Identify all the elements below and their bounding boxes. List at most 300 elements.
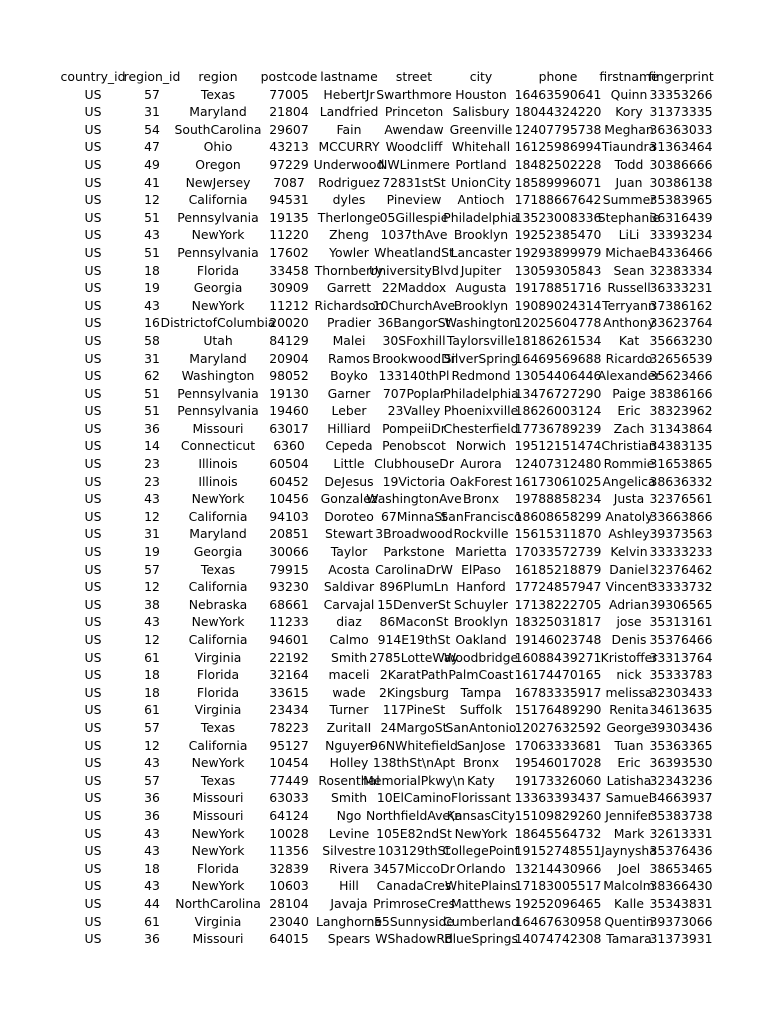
- cell-street: 2KaratPath: [379, 667, 449, 683]
- cell-region: NewYork: [191, 297, 245, 313]
- cell-region-id: 57: [144, 772, 160, 788]
- cell-region-id: 36: [144, 420, 160, 436]
- cell-city: Redmond: [451, 368, 511, 384]
- cell-postcode: 43213: [269, 139, 309, 155]
- cell-fingerprint: 32376462: [649, 561, 713, 577]
- cell-country-id: US: [84, 860, 102, 876]
- cell-postcode: 10454: [269, 755, 309, 771]
- table-row: [60, 930, 708, 948]
- cell-region-id: 18: [144, 667, 160, 683]
- column-header-street: street: [395, 69, 433, 84]
- cell-lastname: Saldivar: [323, 579, 375, 595]
- cell-city: KansasCity: [446, 807, 516, 823]
- cell-lastname: Levine: [328, 825, 370, 841]
- cell-fingerprint: 39373066: [649, 913, 713, 929]
- cell-region-id: 49: [144, 156, 160, 172]
- cell-fingerprint: 39373563: [649, 526, 713, 542]
- cell-lastname: Little: [333, 456, 365, 472]
- cell-region-id: 19: [144, 280, 160, 296]
- cell-fingerprint: 32376561: [649, 491, 713, 507]
- cell-street: PrimroseCres: [373, 895, 455, 911]
- header-row: [60, 68, 708, 86]
- cell-postcode: 19130: [269, 385, 309, 401]
- cell-firstname: Renita: [609, 702, 649, 718]
- cell-region: Virginia: [194, 913, 242, 929]
- cell-lastname: HebertJr: [323, 86, 375, 102]
- cell-fingerprint: 32343236: [649, 772, 713, 788]
- cell-firstname: Vincent: [605, 579, 653, 595]
- cell-region: Florida: [196, 667, 240, 683]
- cell-fingerprint: 35383738: [649, 807, 713, 823]
- cell-postcode: 6360: [273, 438, 305, 454]
- cell-postcode: 23040: [269, 913, 309, 929]
- cell-region-id: 36: [144, 807, 160, 823]
- cell-lastname: Javaja: [330, 895, 368, 911]
- cell-region-id: 43: [144, 878, 160, 894]
- cell-country-id: US: [84, 491, 102, 507]
- cell-region-id: 43: [144, 491, 160, 507]
- cell-city: Whitehall: [451, 139, 511, 155]
- cell-street: 55Sunnyside: [374, 913, 454, 929]
- cell-postcode: 77449: [269, 772, 309, 788]
- cell-postcode: 64015: [269, 931, 309, 947]
- cell-region-id: 43: [144, 614, 160, 630]
- cell-city: Woodbridge: [443, 649, 519, 665]
- cell-region: NorthCarolina: [175, 895, 261, 911]
- cell-lastname: Garner: [327, 385, 371, 401]
- cell-firstname: Kat: [618, 332, 640, 348]
- cell-region-id: 51: [144, 403, 160, 419]
- cell-street: PompeiiDr: [382, 420, 446, 436]
- cell-lastname: dyles: [332, 192, 366, 208]
- cell-region: Texas: [200, 719, 236, 735]
- cell-fingerprint: 35383965: [649, 192, 713, 208]
- cell-street: 914E19thSt: [377, 632, 451, 647]
- cell-postcode: 84129: [269, 332, 309, 348]
- cell-region: Nebraska: [188, 596, 248, 612]
- cell-phone: 19089024314: [514, 297, 602, 313]
- cell-region: Virginia: [194, 649, 242, 665]
- cell-firstname: Kory: [615, 104, 643, 120]
- cell-firstname: melissa: [605, 684, 653, 700]
- cell-lastname: Taylor: [330, 544, 368, 560]
- cell-city: Orlando: [456, 860, 506, 876]
- cell-firstname: Michael: [605, 244, 653, 260]
- cell-phone: 17736789239: [514, 420, 602, 436]
- table-row: [60, 473, 708, 491]
- cell-region-id: 31: [144, 104, 160, 120]
- cell-fingerprint: 34613635: [649, 702, 713, 718]
- cell-city: Schuyler: [454, 596, 508, 612]
- cell-region-id: 31: [144, 526, 160, 542]
- cell-firstname: Tiaundra: [601, 139, 657, 155]
- cell-country-id: US: [84, 280, 102, 296]
- cell-postcode: 30909: [269, 280, 309, 296]
- table-row: [60, 402, 708, 420]
- cell-country-id: US: [84, 526, 102, 542]
- cell-street: 30SFoxhill: [382, 332, 446, 348]
- cell-fingerprint: 35623466: [649, 368, 713, 384]
- cell-country-id: US: [84, 755, 102, 771]
- cell-street: 23Valley: [387, 403, 441, 419]
- cell-firstname: Stephanie: [597, 209, 661, 225]
- cell-city: NewYork: [454, 825, 508, 841]
- cell-firstname: nick: [616, 667, 642, 683]
- cell-city: SanJose: [456, 737, 506, 753]
- cell-firstname: LiLi: [618, 227, 640, 243]
- cell-phone: 18589996071: [514, 174, 602, 190]
- table-row: [60, 631, 708, 649]
- cell-city: Norwich: [455, 438, 507, 454]
- cell-phone: 19252385470: [514, 227, 602, 243]
- cell-fingerprint: 39306565: [649, 596, 713, 612]
- cell-region: Texas: [200, 561, 236, 577]
- cell-firstname: Terryann: [602, 297, 656, 313]
- cell-lastname: Yowler: [329, 244, 369, 260]
- cell-street: 2Kingsburg: [378, 684, 450, 700]
- cell-firstname: Rommie: [603, 456, 655, 472]
- cell-phone: 17183005517: [514, 878, 602, 894]
- cell-region-id: 43: [144, 843, 160, 859]
- cell-fingerprint: 35376436: [649, 843, 713, 859]
- cell-street: BrookwoodDr: [372, 350, 456, 366]
- cell-postcode: 17602: [269, 244, 309, 260]
- table-row: [60, 244, 708, 262]
- table-row: [60, 350, 708, 368]
- cell-postcode: 94103: [269, 508, 309, 524]
- table-row: [60, 279, 708, 297]
- cell-city: Salisbury: [452, 104, 510, 120]
- cell-lastname: Zheng: [329, 227, 369, 243]
- cell-country-id: US: [84, 649, 102, 665]
- cell-region: NewYork: [191, 755, 245, 771]
- cell-postcode: 97229: [269, 156, 309, 172]
- cell-phone: 16467630958: [514, 913, 602, 929]
- cell-city: Brooklyn: [453, 614, 509, 630]
- cell-phone: 12025604778: [514, 315, 602, 331]
- cell-street: Penobscot: [382, 438, 446, 454]
- cell-fingerprint: 36363033: [649, 121, 713, 137]
- cell-country-id: US: [84, 192, 102, 208]
- cell-fingerprint: 34663937: [649, 790, 713, 806]
- cell-firstname: Sean: [613, 262, 645, 278]
- cell-firstname: Joel: [617, 860, 641, 876]
- cell-fingerprint: 31363464: [649, 139, 713, 155]
- cell-lastname: Silvestre: [322, 843, 376, 859]
- cell-lastname: Therlonge: [317, 209, 381, 225]
- cell-postcode: 60452: [269, 473, 309, 489]
- cell-city: Tampa: [460, 684, 502, 700]
- cell-firstname: Latisha: [606, 772, 652, 788]
- cell-region-id: 19: [144, 544, 160, 560]
- cell-phone: 17033572739: [514, 544, 602, 560]
- cell-city: SilverSpring: [443, 350, 519, 366]
- cell-phone: 16469569688: [514, 350, 602, 366]
- cell-street: WShadowRd: [375, 931, 453, 947]
- cell-street: 3457MiccoDr: [373, 860, 455, 876]
- cell-region-id: 61: [144, 913, 160, 929]
- cell-street: Awendaw: [384, 121, 444, 137]
- cell-phone: 14074742308: [514, 931, 602, 947]
- cell-firstname: Jennifer: [605, 807, 653, 823]
- cell-region-id: 12: [144, 737, 160, 753]
- cell-fingerprint: 33663866: [649, 508, 713, 524]
- cell-country-id: US: [84, 104, 102, 120]
- cell-fingerprint: 32656539: [649, 350, 713, 366]
- cell-firstname: Malcolm: [603, 878, 655, 894]
- cell-city: Suffolk: [459, 702, 503, 718]
- cell-city: SanAntonio: [445, 719, 517, 735]
- cell-city: Jupiter: [460, 262, 502, 278]
- cell-street: NorthfieldAve\n: [365, 807, 463, 823]
- cell-phone: 16173061025: [514, 473, 602, 489]
- cell-city: Bronx: [462, 491, 500, 507]
- cell-region-id: 18: [144, 684, 160, 700]
- cell-lastname: Hill: [339, 878, 359, 894]
- table-row: [60, 508, 708, 526]
- cell-firstname: Angelica: [602, 473, 656, 489]
- cell-country-id: US: [84, 156, 102, 172]
- table-row: [60, 385, 708, 403]
- cell-postcode: 28104: [269, 895, 309, 911]
- cell-postcode: 98052: [269, 368, 309, 384]
- table-row: [60, 226, 708, 244]
- cell-lastname: Calmo: [329, 632, 369, 647]
- cell-street: Swarthmore: [376, 86, 452, 102]
- cell-region-id: 43: [144, 297, 160, 313]
- cell-firstname: Ashley: [608, 526, 650, 542]
- cell-city: Taylorsville: [446, 332, 516, 348]
- cell-lastname: Smith: [330, 790, 368, 806]
- table-row: [60, 262, 708, 280]
- cell-fingerprint: 35663230: [649, 332, 713, 348]
- cell-country-id: US: [84, 772, 102, 788]
- cell-firstname: George: [606, 719, 652, 735]
- table-row: [60, 666, 708, 684]
- cell-country-id: US: [84, 737, 102, 753]
- cell-phone: 16174470165: [514, 667, 602, 683]
- cell-region: Missouri: [192, 790, 244, 806]
- cell-city: Chesterfield: [443, 420, 519, 436]
- cell-lastname: ZuritaII: [326, 719, 372, 735]
- cell-fingerprint: 35333783: [649, 667, 713, 683]
- table-row: [60, 895, 708, 913]
- cell-lastname: Thornberry: [314, 262, 384, 278]
- cell-region-id: 43: [144, 227, 160, 243]
- cell-phone: 12027632592: [514, 719, 602, 735]
- cell-lastname: wade: [332, 684, 366, 700]
- cell-region-id: 14: [144, 438, 160, 454]
- cell-firstname: Samuel: [605, 790, 653, 806]
- cell-region-id: 31: [144, 350, 160, 366]
- spreadsheet: [60, 68, 714, 948]
- table-row: [60, 613, 708, 631]
- cell-region: Utah: [203, 332, 233, 348]
- table-row: [60, 103, 708, 121]
- cell-city: ElPaso: [461, 561, 501, 577]
- column-header-region-id: region_id: [123, 69, 181, 84]
- cell-phone: 18626003124: [514, 403, 602, 419]
- column-header-fingerprint: fingerprint: [648, 69, 714, 84]
- cell-fingerprint: 38366430: [649, 878, 713, 894]
- cell-phone: 16463590641: [514, 86, 602, 102]
- cell-country-id: US: [84, 297, 102, 313]
- column-header-postcode: postcode: [260, 69, 318, 84]
- column-header-lastname: lastname: [320, 69, 378, 84]
- cell-firstname: Tuan: [614, 737, 644, 753]
- cell-region-id: 57: [144, 561, 160, 577]
- table-row: [60, 807, 708, 825]
- cell-postcode: 22192: [269, 649, 309, 665]
- cell-region: Florida: [196, 684, 240, 700]
- cell-street: WashingtonAve: [366, 491, 462, 507]
- cell-postcode: 10028: [269, 825, 309, 841]
- cell-region-id: 12: [144, 508, 160, 524]
- cell-lastname: MCCURRY: [318, 139, 380, 155]
- cell-fingerprint: 38323962: [649, 403, 713, 419]
- cell-firstname: Jaynysha: [601, 843, 657, 859]
- cell-postcode: 79915: [269, 561, 309, 577]
- cell-phone: 16185218879: [514, 561, 602, 577]
- cell-firstname: Justa: [613, 491, 645, 507]
- cell-region-id: 23: [144, 473, 160, 489]
- table-row: [60, 719, 708, 737]
- cell-postcode: 78223: [269, 719, 309, 735]
- cell-firstname: Anthony: [603, 315, 655, 331]
- cell-country-id: US: [84, 895, 102, 911]
- cell-country-id: US: [84, 878, 102, 894]
- cell-street: 105E82ndSt: [376, 825, 452, 841]
- table-row: [60, 578, 708, 596]
- table-row: [60, 543, 708, 561]
- cell-fingerprint: 30386666: [649, 156, 713, 172]
- cell-region: NewYork: [191, 227, 245, 243]
- cell-country-id: US: [84, 368, 102, 384]
- cell-fingerprint: 36316439: [649, 209, 713, 225]
- cell-region: Pennsylvania: [177, 403, 259, 419]
- cell-region: California: [188, 632, 248, 647]
- cell-phone: 18645564732: [514, 825, 602, 841]
- cell-city: Matthews: [450, 895, 512, 911]
- cell-region-id: 12: [144, 579, 160, 595]
- cell-region: Pennsylvania: [177, 244, 259, 260]
- cell-postcode: 30066: [269, 544, 309, 560]
- cell-region-id: 36: [144, 790, 160, 806]
- cell-city: Cumberland: [443, 913, 519, 929]
- cell-fingerprint: 34383135: [649, 438, 713, 454]
- table-row: [60, 191, 708, 209]
- cell-firstname: Kelvin: [610, 544, 648, 560]
- cell-street: CanadaCres: [376, 878, 452, 894]
- cell-region-id: 54: [144, 121, 160, 137]
- cell-region-id: 61: [144, 702, 160, 718]
- table-row: [60, 420, 708, 438]
- cell-country-id: US: [84, 350, 102, 366]
- table-row: [60, 701, 708, 719]
- cell-country-id: US: [84, 561, 102, 577]
- table-row: [60, 86, 708, 104]
- cell-lastname: Leber: [331, 403, 367, 419]
- cell-postcode: 11233: [269, 614, 309, 630]
- cell-region: Georgia: [193, 544, 243, 560]
- cell-street: ClubhouseDr: [374, 456, 454, 472]
- cell-lastname: Ramos: [327, 350, 371, 366]
- table-row: [60, 596, 708, 614]
- cell-lastname: Smith: [330, 649, 368, 665]
- cell-phone: 19293899979: [514, 244, 602, 260]
- cell-postcode: 29607: [269, 121, 309, 137]
- cell-street: Princeton: [384, 104, 444, 120]
- cell-lastname: Hilliard: [327, 420, 371, 436]
- table-row: [60, 737, 708, 755]
- cell-city: Bronx: [462, 755, 500, 771]
- cell-phone: 18186261534: [514, 332, 602, 348]
- cell-region: California: [188, 579, 248, 595]
- cell-fingerprint: 33393234: [649, 227, 713, 243]
- cell-region-id: 58: [144, 332, 160, 348]
- cell-country-id: US: [84, 667, 102, 683]
- cell-postcode: 11212: [269, 297, 309, 313]
- cell-phone: 13214430966: [514, 860, 602, 876]
- cell-lastname: Landfried: [319, 104, 379, 120]
- cell-street: 896PlumLn: [379, 579, 449, 595]
- cell-firstname: Eric: [617, 755, 641, 771]
- cell-phone: 12407795738: [514, 121, 602, 137]
- cell-firstname: Tamara: [606, 931, 652, 947]
- cell-phone: 19252096465: [514, 895, 602, 911]
- cell-region: California: [188, 192, 248, 208]
- cell-city: Katy: [467, 772, 495, 788]
- cell-country-id: US: [84, 315, 102, 331]
- cell-postcode: 19460: [269, 403, 309, 419]
- cell-street: 19Victoria: [382, 473, 446, 489]
- table-row: [60, 913, 708, 931]
- table-row: [60, 860, 708, 878]
- cell-city: Rockville: [453, 526, 509, 542]
- cell-city: Hanford: [456, 579, 506, 595]
- cell-region-id: 51: [144, 385, 160, 401]
- table-header: [60, 68, 714, 86]
- cell-street: 1037thAve: [380, 227, 448, 243]
- cell-region-id: 62: [144, 368, 160, 384]
- cell-fingerprint: 33353266: [649, 86, 713, 102]
- cell-street: NWLinmere: [378, 156, 450, 172]
- cell-region: Pennsylvania: [177, 209, 259, 225]
- table-row: [60, 684, 708, 702]
- cell-country-id: US: [84, 473, 102, 489]
- table-row: [60, 825, 708, 843]
- cell-region-id: 36: [144, 931, 160, 947]
- cell-postcode: 20020: [269, 315, 309, 331]
- cell-firstname: Ricardo: [605, 350, 653, 366]
- cell-postcode: 63017: [269, 420, 309, 436]
- cell-country-id: US: [84, 385, 102, 401]
- cell-country-id: US: [84, 420, 102, 436]
- cell-city: Portland: [455, 156, 507, 172]
- cell-region-id: 18: [144, 860, 160, 876]
- cell-country-id: US: [84, 244, 102, 260]
- cell-phone: 16088439271: [514, 649, 602, 665]
- cell-country-id: US: [84, 544, 102, 560]
- cell-region-id: 38: [144, 596, 160, 612]
- cell-postcode: 20904: [269, 350, 309, 366]
- cell-country-id: US: [84, 403, 102, 419]
- cell-street: MemorialPkwy\n: [363, 772, 465, 788]
- cell-region-id: 57: [144, 719, 160, 735]
- cell-lastname: Richardson: [314, 297, 384, 313]
- cell-firstname: Russell: [607, 280, 651, 296]
- cell-region: Maryland: [189, 526, 247, 542]
